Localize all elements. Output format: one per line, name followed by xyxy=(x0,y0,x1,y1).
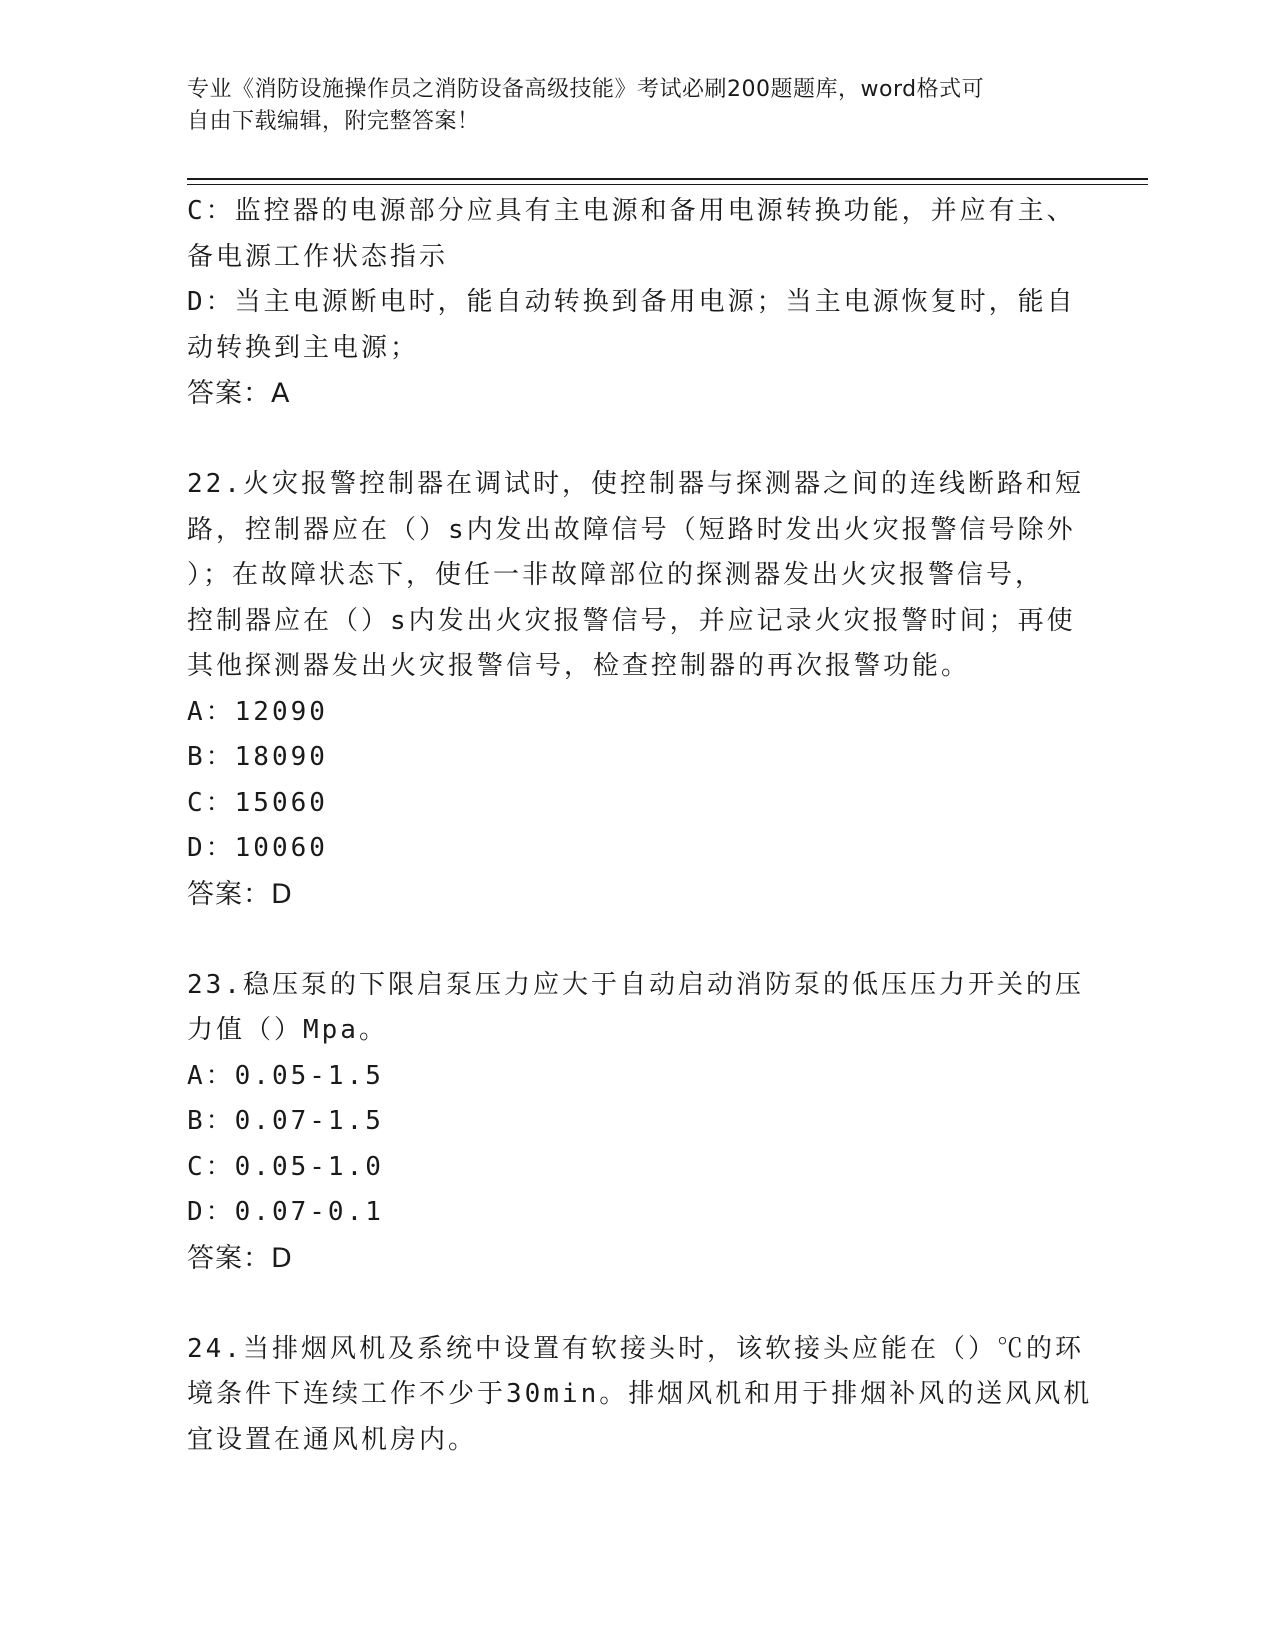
header-rule-thin xyxy=(187,184,1148,185)
option-d-line-1: D：当主电源断电时，能自动转换到备用电源；当主电源恢复时，能自 xyxy=(187,287,1076,317)
question-22-line-5: 其他探测器发出火灾报警信号，检查控制器的再次报警功能。 xyxy=(187,651,971,681)
question-22-line-3: ）；在故障状态下，使任一非故障部位的探测器发出火灾报警信号， xyxy=(187,560,1045,590)
option-d-line-2: 动转换到主电源； xyxy=(187,332,420,363)
question-22-line-1: 22.火灾报警控制器在调试时，使控制器与探测器之间的连线断路和短 xyxy=(187,469,1084,499)
question-23-line-2: 力值（）Mpa。 xyxy=(187,1015,388,1045)
option-a: A：12090 xyxy=(187,696,328,727)
option-c-line-1: C：监控器的电源部分应具有主电源和备用电源转换功能，并应有主、 xyxy=(187,196,1076,226)
header-rule-thick xyxy=(187,178,1148,180)
question-24-line-3: 宜设置在通风机房内。 xyxy=(187,1424,478,1455)
question-23-line-1: 23.稳压泵的下限启泵压力应大于自动启动消防泵的低压压力开关的压 xyxy=(187,969,1084,1000)
question-24-line-1: 24.当排烟风机及系统中设置有软接头时，该软接头应能在（）℃的环 xyxy=(187,1333,1084,1364)
header-line-2: 自由下载编辑，附完整答案！ xyxy=(187,109,480,134)
option-d: D：0.07-0.1 xyxy=(187,1197,384,1227)
spacer xyxy=(187,917,1067,963)
answer-22: 答案：D xyxy=(187,878,293,910)
answer-21: 答案：A xyxy=(187,378,291,409)
spacer xyxy=(187,1281,1067,1327)
option-d: D：10060 xyxy=(187,833,328,863)
document-header xyxy=(187,74,1067,138)
question-22-line-2: 路，控制器应在（）s内发出故障信号（短路时发出火灾报警信号除外 xyxy=(187,514,1076,545)
question-24 xyxy=(187,1327,1093,1464)
option-c: C：0.05-1.0 xyxy=(187,1151,384,1182)
question-21-tail xyxy=(187,189,1076,417)
question-24-line-2: 境条件下连续工作不少于30min。排烟风机和用于排烟补风的送风风机 xyxy=(187,1379,1093,1409)
option-c-line-2: 备电源工作状态指示 xyxy=(187,241,449,272)
question-22-line-4: 控制器应在（）s内发出火灾报警信号，并应记录火灾报警时间；再使 xyxy=(187,605,1076,636)
answer-23: 答案：D xyxy=(187,1242,293,1274)
option-a: A：0.05-1.5 xyxy=(187,1060,384,1091)
question-22 xyxy=(187,462,1084,917)
document-body xyxy=(187,189,1093,1463)
option-b: B：0.07-1.5 xyxy=(187,1106,384,1136)
header-line-1: 专业《消防设施操作员之消防设备高级技能》考试必刷200题题库，word格式可 xyxy=(187,77,985,102)
option-c: C：15060 xyxy=(187,787,328,818)
question-23 xyxy=(187,963,1084,1282)
spacer xyxy=(187,417,1067,463)
option-b: B：18090 xyxy=(187,742,328,772)
